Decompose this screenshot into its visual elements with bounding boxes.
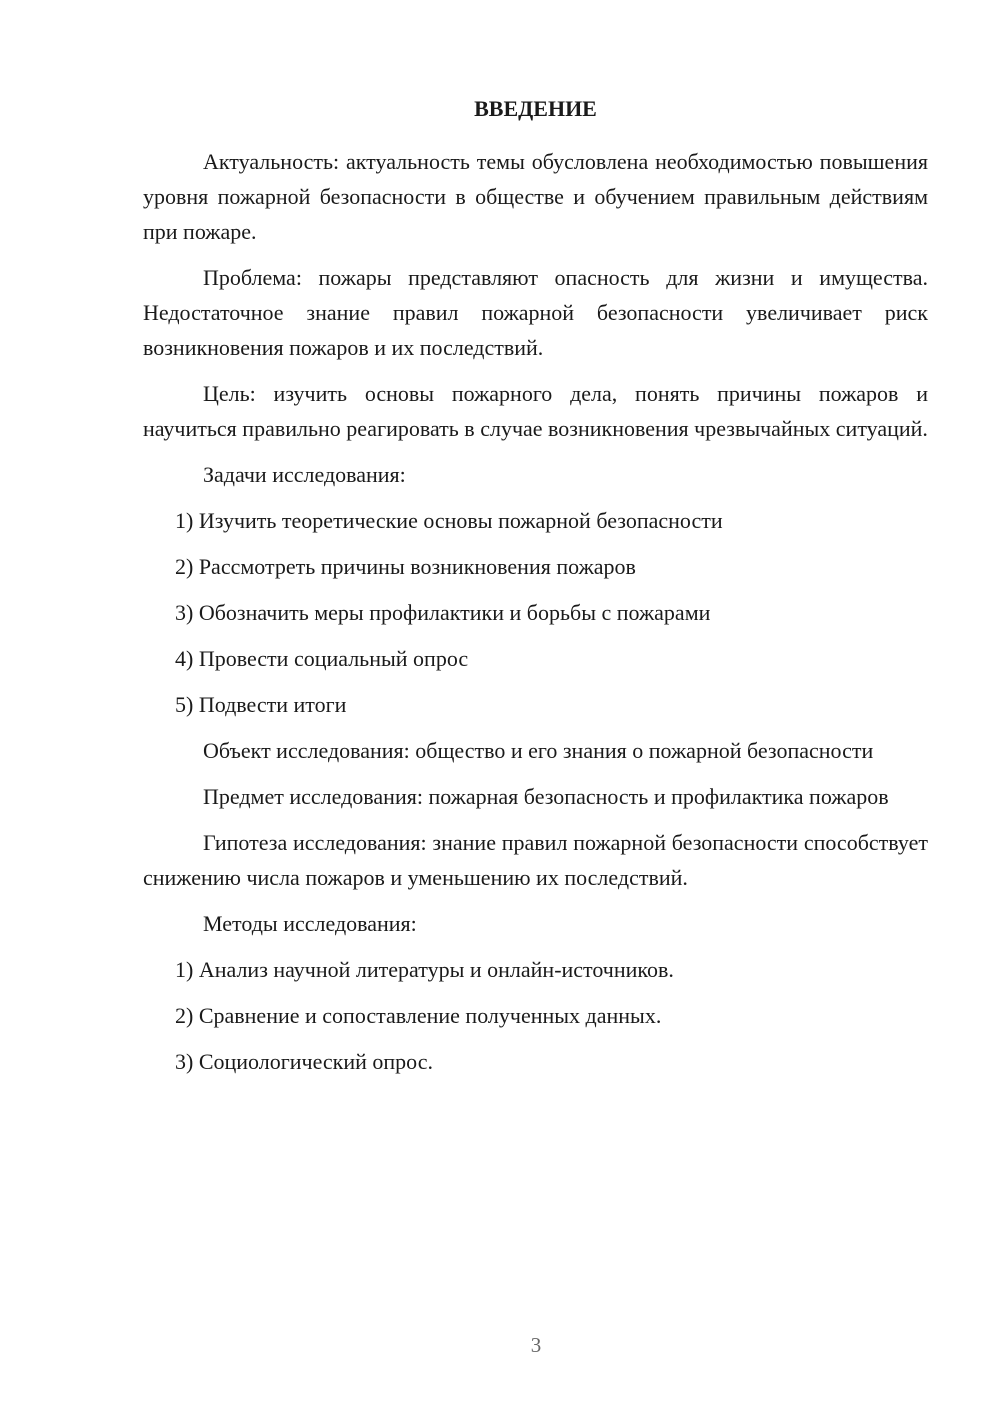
methods-list (143, 952, 928, 1079)
method-item: 1) Анализ научной литературы и онлайн-источников. (175, 957, 674, 982)
task-item: 4) Провести социальный опрос (175, 646, 469, 671)
method-item: 3) Социологический опрос. (175, 1049, 433, 1074)
relevance-paragraph: Актуальность: актуальность темы обусловлена необходимостью повышения уровня пожарной безопасности в обществе и обучением правильным действиям при пожаре. (143, 149, 928, 244)
problem-paragraph: Проблема: пожары представляют опасность для жизни и имущества. Недостаточное знание правил пожарной безопасности увеличивает риск возникновения пожаров и их последствий. (143, 265, 928, 360)
hypothesis-paragraph: Гипотеза исследования: знание правил пожарной безопасности способствует снижению числа пожаров и уменьшению их последствий. (143, 830, 928, 890)
tasks-heading: Задачи исследования: (203, 462, 406, 487)
task-item: 5) Подвести итоги (175, 692, 347, 717)
subject-paragraph: Предмет исследования: пожарная безопасность и профилактика пожаров (203, 784, 889, 809)
document-page (143, 92, 928, 1090)
task-item: 2) Рассмотреть причины возникновения пожаров (175, 554, 636, 579)
tasks-list (143, 503, 928, 722)
method-item: 2) Сравнение и сопоставление полученных данных. (175, 1003, 662, 1028)
task-item: 1) Изучить теоретические основы пожарной безопасности (175, 508, 723, 533)
page-title: ВВЕДЕНИЕ (474, 96, 597, 121)
page-number: 3 (530, 1333, 542, 1357)
goal-paragraph: Цель: изучить основы пожарного дела, понять причины пожаров и научиться правильно реагировать в случае возникновения чрезвычайных ситуаций. (143, 381, 928, 441)
object-paragraph: Объект исследования: общество и его знания о пожарной безопасности (203, 738, 874, 763)
methods-heading: Методы исследования: (203, 911, 417, 936)
task-item: 3) Обозначить меры профилактики и борьбы с пожарами (175, 600, 711, 625)
